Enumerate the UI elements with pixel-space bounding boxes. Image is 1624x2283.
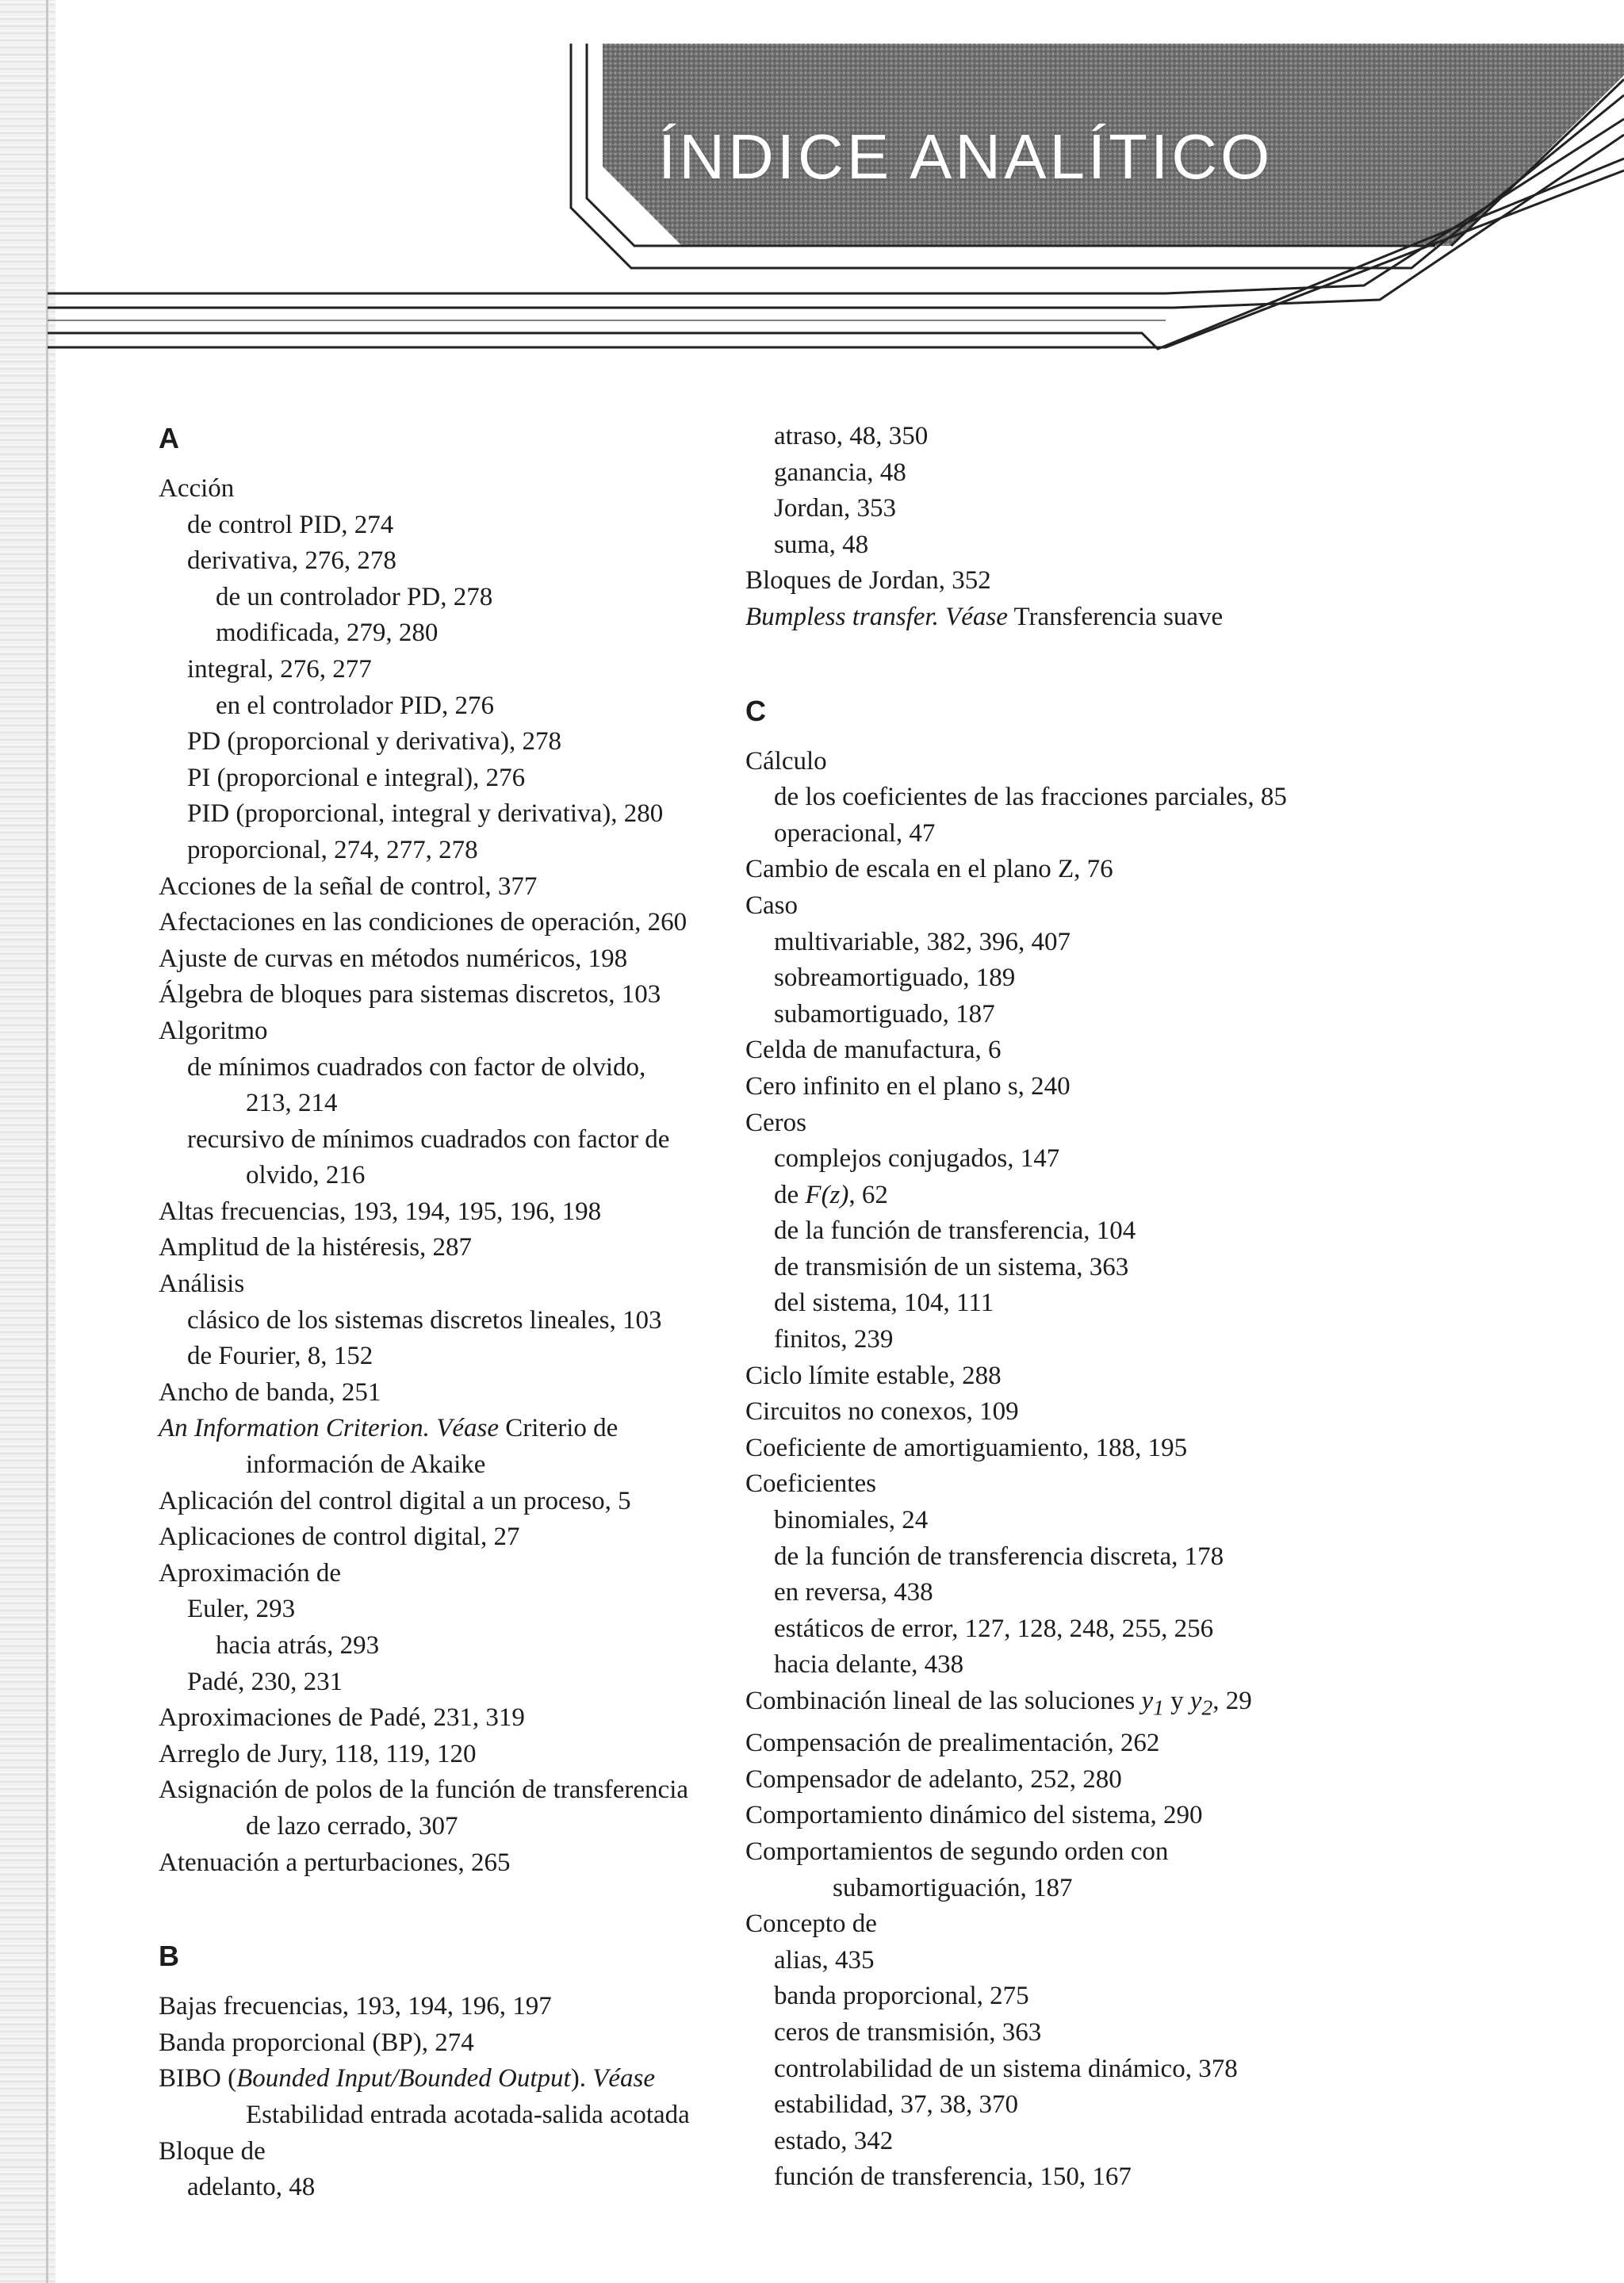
section-letter-a: A: [159, 422, 179, 454]
index-entry: Concepto de: [745, 1910, 877, 1939]
index-entry: Aplicación del control digital a un proceso, 5: [159, 1486, 631, 1515]
reference-target: Criterio de: [505, 1414, 619, 1443]
spacer: [159, 458, 761, 471]
index-continuation: 213, 214: [246, 1089, 338, 1118]
index-subsubentry: modificada, 279, 280: [216, 619, 439, 648]
index-entry: Atenuación a perturbaciones, 265: [159, 1848, 511, 1877]
index-continuation: de lazo cerrado, 307: [246, 1811, 458, 1841]
index-subentry: de control PID, 274: [187, 510, 394, 539]
index-subentry: de los coeficientes de las fracciones parciales, 85: [774, 783, 1287, 812]
index-subentry: clásico de los sistemas discretos lineales, 103: [187, 1305, 662, 1335]
index-entry: Aproximaciones de Padé, 231, 319: [159, 1703, 525, 1733]
index-subentry: [745, 1178, 1348, 1214]
term: de: [774, 1180, 799, 1209]
index-entry: Ajuste de curvas en métodos numéricos, 198: [159, 944, 628, 973]
index-entry: Bloque de: [159, 2136, 266, 2166]
index-entry: Coeficientes: [745, 1469, 876, 1499]
index-subentry: finitos, 239: [774, 1325, 894, 1354]
index-subentry: complejos conjugados, 147: [774, 1144, 1060, 1174]
index-entry: Aplicaciones de control digital, 27: [159, 1523, 520, 1552]
index-entry: Coeficiente de amortiguamiento, 188, 195: [745, 1433, 1188, 1462]
subscript: 2: [1201, 1695, 1213, 1720]
index-entry-cross-reference: [159, 2061, 761, 2097]
index-subentry: de la función de transferencia, 104: [774, 1216, 1136, 1246]
section-letter-c: C: [745, 694, 766, 727]
index-entry: Altas frecuencias, 193, 194, 195, 196, 198: [159, 1197, 602, 1226]
index-entry: Afectaciones en las condiciones de operación, 260: [159, 908, 688, 937]
index-entry: Cambio de escala en el plano Z, 76: [745, 855, 1113, 884]
index-subentry: controlabilidad de un sistema dinámico, 378: [774, 2054, 1238, 2083]
index-subentry: suma, 48: [774, 530, 869, 559]
index-subentry: multivariable, 382, 396, 407: [774, 927, 1071, 956]
italic-term: Bounded Input/Bounded Output: [236, 2064, 571, 2093]
index-entry: Ciclo límite estable, 288: [745, 1361, 1002, 1390]
index-subentry: ganancia, 48: [774, 458, 906, 487]
index-entry: Acción: [159, 474, 235, 503]
index-entry: Compensador de adelanto, 252, 280: [745, 1764, 1122, 1794]
index-subentry: alias, 435: [774, 1945, 875, 1975]
index-subentry: proporcional, 274, 277, 278: [187, 835, 478, 864]
index-entry: Comportamientos de segundo orden con: [745, 1837, 1169, 1866]
index-subentry: subamortiguado, 187: [774, 999, 995, 1028]
index-entry-cross-reference: [159, 1411, 761, 1447]
index-subentry: PI (proporcional e integral), 276: [187, 763, 526, 792]
index-subentry: estabilidad, 37, 38, 370: [774, 2090, 1018, 2120]
index-subentry: operacional, 47: [774, 818, 936, 848]
italic-math: y: [1189, 1687, 1202, 1715]
reference-target: Transferencia suave: [1013, 602, 1224, 631]
index-subentry: binomiales, 24: [774, 1506, 929, 1535]
index-continuation: información de Akaike: [246, 1450, 486, 1480]
index-subentry: de la función de transferencia discreta, 178: [774, 1542, 1224, 1571]
index-subsubentry: de un controlador PD, 278: [216, 582, 493, 611]
index-subsubentry: en el controlador PID, 276: [216, 691, 494, 720]
index-subentry: de transmisión de un sistema, 363: [774, 1252, 1129, 1281]
index-entry: Cero infinito en el plano s, 240: [745, 1071, 1071, 1101]
see-reference: Véase: [436, 1414, 499, 1443]
index-subentry: recursivo de mínimos cuadrados con factor de: [187, 1124, 670, 1154]
index-entry: Análisis: [159, 1270, 245, 1299]
index-entry: Caso: [745, 891, 798, 920]
index-entry: Celda de manufactura, 6: [745, 1036, 1002, 1065]
index-subentry: de Fourier, 8, 152: [187, 1342, 373, 1371]
index-entry: Arreglo de Jury, 118, 119, 120: [159, 1739, 477, 1768]
italic-term: Bumpless transfer.: [745, 602, 939, 631]
page-ref: , 62: [848, 1180, 888, 1209]
index-entry: Bloques de Jordan, 352: [745, 566, 991, 596]
index-subentry: hacia delante, 438: [774, 1650, 964, 1680]
index-entry: Compensación de prealimentación, 262: [745, 1729, 1160, 1758]
index-entry: Algoritmo: [159, 1016, 268, 1045]
index-subentry: PID (proporcional, integral y derivativa), 280: [187, 799, 664, 829]
section-gap: [159, 1881, 761, 1936]
index-entry-cross-reference: [745, 599, 1348, 636]
spacer: [745, 731, 1348, 744]
index-entry: Ancho de banda, 251: [159, 1377, 381, 1407]
index-subentry: ceros de transmisión, 363: [774, 2017, 1042, 2047]
italic-term: An Information Criterion.: [159, 1414, 430, 1443]
spacer: [159, 1976, 761, 1989]
index-subentry: derivativa, 276, 278: [187, 546, 396, 576]
index-entry: Aproximación de: [159, 1558, 342, 1588]
subscript: 1: [1153, 1695, 1164, 1720]
see-reference: Véase: [592, 2064, 655, 2093]
index-continuation: subamortiguación, 187: [833, 1873, 1073, 1902]
index-column-right: [745, 419, 1348, 2196]
index-subentry: sobreamortiguado, 189: [774, 963, 1016, 993]
italic-math: F(z): [805, 1180, 849, 1209]
index-entry: Combinación lineal de las soluciones $y_1$ y $y_2$, 29: [745, 1687, 1252, 1720]
index-subentry: en reversa, 438: [774, 1578, 933, 1607]
index-entry: Bajas frecuencias, 193, 194, 196, 197: [159, 1992, 552, 2021]
index-entry: Asignación de polos de la función de transferencia: [159, 1775, 689, 1805]
index-subsubentry: hacia atrás, 293: [216, 1631, 380, 1660]
section-gap: [745, 636, 1348, 691]
index-subentry: del sistema, 104, 111: [774, 1289, 994, 1318]
index-entry: Banda proporcional (BP), 274: [159, 2028, 474, 2057]
index-column-left: [159, 419, 761, 2206]
index-subentry: estado, 342: [774, 2126, 894, 2155]
index-subentry: Padé, 230, 231: [187, 1667, 343, 1696]
index-subentry: función de transferencia, 150, 167: [774, 2162, 1132, 2192]
index-entry: Amplitud de la histéresis, 287: [159, 1233, 473, 1262]
index-continuation: olvido, 216: [246, 1161, 366, 1190]
index-entry: Cálculo: [745, 746, 827, 776]
index-entry: Ceros: [745, 1108, 806, 1137]
page-ref: , 29: [1212, 1687, 1252, 1715]
index-continuation: Estabilidad entrada acotada-salida acotada: [246, 2100, 690, 2129]
index-entry: Acciones de la señal de control, 377: [159, 871, 538, 901]
italic-math: y: [1141, 1687, 1154, 1715]
index-subentry: Euler, 293: [187, 1595, 296, 1624]
index-subentry: Jordan, 353: [774, 494, 896, 523]
index-subentry: PD (proporcional y derivativa), 278: [187, 727, 561, 757]
term: BIBO (: [159, 2064, 237, 2093]
page-title: ÍNDICE ANALÍTICO: [658, 121, 1274, 192]
index-subentry: adelanto, 48: [187, 2173, 316, 2202]
index-entry: Circuitos no conexos, 109: [745, 1397, 1019, 1427]
index-subentry: integral, 276, 277: [187, 654, 372, 684]
section-letter-b: B: [159, 1940, 179, 1973]
punctuation: ).: [570, 2064, 586, 2093]
index-entry: Álgebra de bloques para sistemas discretos, 103: [159, 980, 661, 1009]
index-subentry: banda proporcional, 275: [774, 1982, 1029, 2011]
index-subentry: estáticos de error, 127, 128, 248, 255, 256: [774, 1614, 1214, 1643]
term: Combinación lineal de las soluciones: [745, 1687, 1136, 1715]
index-subentry: atraso, 48, 350: [774, 422, 929, 450]
index-subentry: de mínimos cuadrados con factor de olvido,: [187, 1052, 646, 1082]
see-reference: Véase: [945, 602, 1008, 631]
index-entry: Comportamiento dinámico del sistema, 290: [745, 1801, 1203, 1830]
